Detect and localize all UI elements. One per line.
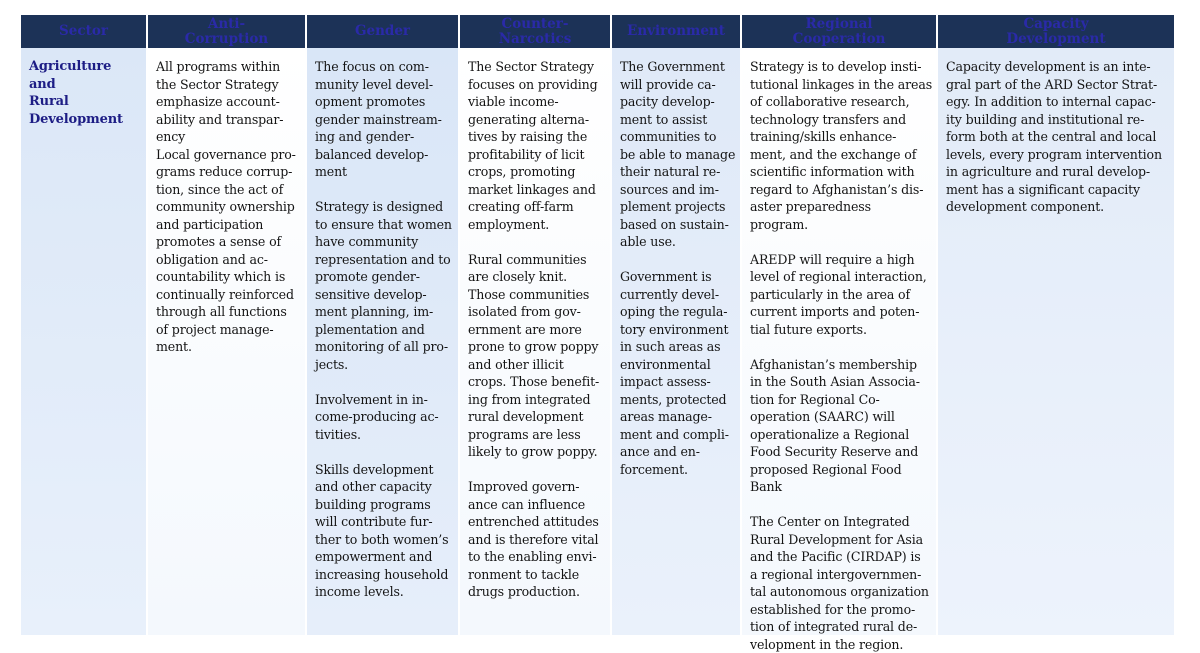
- text-line: aster preparedness program.: [750, 198, 932, 233]
- text-line: velopment in the region.: [750, 636, 932, 653]
- text-line: representation and to: [315, 251, 454, 269]
- text-line: tives by raising the: [468, 128, 606, 146]
- text-line: environmental: [620, 356, 736, 374]
- paragraph: [946, 58, 1170, 216]
- text-line: isolated from gov-: [468, 303, 606, 321]
- text-line: communities to: [620, 128, 736, 146]
- text-line: in the South Asian Associa-: [750, 373, 932, 391]
- cell-gender: [307, 48, 460, 635]
- text-line: Afghanistan’s membership: [750, 356, 932, 374]
- header-environment-text: Environment: [627, 24, 725, 39]
- text-line: their natural re-: [620, 163, 736, 181]
- text-line: of collaborative research,: [750, 93, 932, 111]
- text-line: will provide ca-: [620, 76, 736, 94]
- text-line: Bank: [750, 478, 932, 496]
- text-line: The Government: [620, 58, 736, 76]
- text-line: a regional intergovernmen-: [750, 566, 932, 584]
- paragraph: [750, 513, 932, 653]
- text-line: ment, and the exchange of: [750, 146, 932, 164]
- sector-strategy-table: [21, 15, 1174, 635]
- text-line: be able to manage: [620, 146, 736, 164]
- text-line: ment.: [156, 338, 301, 356]
- text-line: to ensure that women: [315, 216, 454, 234]
- text-line: likely to grow poppy.: [468, 443, 606, 461]
- text-line: sources and im-: [620, 181, 736, 199]
- text-line: level of regional interaction,: [750, 268, 932, 286]
- text-line: plement projects: [620, 198, 736, 216]
- text-line: ency: [156, 128, 301, 146]
- text-line: Improved govern-: [468, 478, 606, 496]
- text-line: and is therefore vital: [468, 531, 606, 549]
- text-line: community ownership: [156, 198, 301, 216]
- header-regional-cooperation: [742, 15, 938, 48]
- paragraph: [156, 58, 301, 356]
- text-line: come-producing ac-: [315, 408, 454, 426]
- text-line: Rural Development for Asia: [750, 531, 932, 549]
- text-line: Strategy is to develop insti-: [750, 58, 932, 76]
- text-line: jects.: [315, 356, 454, 374]
- header-lines: [499, 17, 572, 47]
- paragraph: [750, 251, 932, 339]
- text-line: of project manage-: [156, 321, 301, 339]
- text-line: tion, since the act of: [156, 181, 301, 199]
- text-line: levels, every program intervention: [946, 146, 1170, 164]
- text-line: focuses on providing: [468, 76, 606, 94]
- text-line: ance can influence: [468, 496, 606, 514]
- text-line: Those communities: [468, 286, 606, 304]
- text-line: The focus on com-: [315, 58, 454, 76]
- text-line: ing and gender-: [315, 128, 454, 146]
- text-line: The Center on Integrated: [750, 513, 932, 531]
- environment-text: [620, 58, 736, 478]
- text-line: entrenched attitudes: [468, 513, 606, 531]
- text-line: Corruption: [185, 32, 268, 47]
- text-line: will contribute fur-: [315, 513, 454, 531]
- regional-cooperation-text: [750, 58, 932, 653]
- text-line: empowerment and: [315, 548, 454, 566]
- text-line: ment: [315, 163, 454, 181]
- text-line: technology transfers and: [750, 111, 932, 129]
- text-line: ment to assist: [620, 111, 736, 129]
- text-line: through all functions: [156, 303, 301, 321]
- header-sector-text: Sector: [59, 24, 108, 39]
- text-line: Skills development: [315, 461, 454, 479]
- text-line: areas manage-: [620, 408, 736, 426]
- text-line: ment planning, im-: [315, 303, 454, 321]
- header-capacity-development: [938, 15, 1174, 48]
- text-line: ments, protected: [620, 391, 736, 409]
- text-line: to the enabling envi-: [468, 548, 606, 566]
- text-line: Development: [1006, 32, 1105, 47]
- text-line: emphasize account-: [156, 93, 301, 111]
- text-line: tal autonomous organization: [750, 583, 932, 601]
- text-line: tivities.: [315, 426, 454, 444]
- text-line: regard to Afghanistan’s dis-: [750, 181, 932, 199]
- cell-regional-cooperation: [742, 48, 938, 635]
- text-line: and the Pacific (CIRDAP) is: [750, 548, 932, 566]
- text-line: ability and transpar-: [156, 111, 301, 129]
- text-line: creating off-farm: [468, 198, 606, 216]
- text-line: Involvement in in-: [315, 391, 454, 409]
- paragraph: [620, 58, 736, 251]
- text-line: continually reinforced: [156, 286, 301, 304]
- cell-sector: [21, 48, 148, 635]
- cell-anti-corruption: [148, 48, 307, 635]
- text-line: and other capacity: [315, 478, 454, 496]
- text-line: impact assess-: [620, 373, 736, 391]
- paragraph: [468, 251, 606, 461]
- header-gender: [307, 15, 460, 48]
- header-gender-text: Gender: [355, 24, 410, 39]
- header-lines: [1006, 17, 1105, 47]
- text-line: training/skills enhance-: [750, 128, 932, 146]
- text-line: oping the regula-: [620, 303, 736, 321]
- paragraph: [750, 58, 932, 233]
- text-line: the Sector Strategy: [156, 76, 301, 94]
- text-line: drugs production.: [468, 583, 606, 601]
- text-line: currently devel-: [620, 286, 736, 304]
- text-line: Agriculture and: [29, 58, 142, 93]
- text-line: tial future exports.: [750, 321, 932, 339]
- text-line: ernment are more: [468, 321, 606, 339]
- text-line: operation (SAARC) will: [750, 408, 932, 426]
- text-line: are closely knit.: [468, 268, 606, 286]
- text-line: Regional: [793, 17, 886, 32]
- capacity-development-text: [946, 58, 1170, 216]
- text-line: promote gender-: [315, 268, 454, 286]
- text-line: Strategy is designed: [315, 198, 454, 216]
- text-line: grams reduce corrup-: [156, 163, 301, 181]
- text-line: in agriculture and rural develop-: [946, 163, 1170, 181]
- text-line: scientific information with: [750, 163, 932, 181]
- text-line: building programs: [315, 496, 454, 514]
- paragraph: [468, 58, 606, 233]
- text-line: programs are less: [468, 426, 606, 444]
- paragraph: [468, 478, 606, 601]
- text-line: Rural: [29, 93, 142, 111]
- gender-text: [315, 58, 454, 601]
- header-counter-narcotics: [460, 15, 612, 48]
- header-anti-corruption: [148, 15, 307, 48]
- header-sector: [21, 15, 148, 48]
- text-line: tutional linkages in the areas: [750, 76, 932, 94]
- text-line: crops. Those benefit-: [468, 373, 606, 391]
- text-line: Narcotics: [499, 32, 572, 47]
- text-line: All programs within: [156, 58, 301, 76]
- text-line: ing from integrated: [468, 391, 606, 409]
- text-line: munity level devel-: [315, 76, 454, 94]
- text-line: plementation and: [315, 321, 454, 339]
- text-line: Capacity development is an inte-: [946, 58, 1170, 76]
- text-line: tion of integrated rural de-: [750, 618, 932, 636]
- paragraph: [315, 58, 454, 181]
- text-line: The Sector Strategy: [468, 58, 606, 76]
- text-line: market linkages and: [468, 181, 606, 199]
- text-line: Food Security Reserve and: [750, 443, 932, 461]
- text-line: rural development: [468, 408, 606, 426]
- counter-narcotics-text: [468, 58, 606, 601]
- text-line: form both at the central and local: [946, 128, 1170, 146]
- text-line: sensitive develop-: [315, 286, 454, 304]
- text-line: promotes a sense of: [156, 233, 301, 251]
- text-line: Counter-: [499, 17, 572, 32]
- text-line: ronment to tackle: [468, 566, 606, 584]
- text-line: AREDP will require a high: [750, 251, 932, 269]
- text-line: gender mainstream-: [315, 111, 454, 129]
- text-line: particularly in the area of: [750, 286, 932, 304]
- text-line: tion for Regional Co-: [750, 391, 932, 409]
- text-line: egy. In addition to internal capac-: [946, 93, 1170, 111]
- paragraph: [750, 356, 932, 496]
- text-line: Local governance pro-: [156, 146, 301, 164]
- text-line: generating alterna-: [468, 111, 606, 129]
- text-line: ity building and institutional re-: [946, 111, 1170, 129]
- header-lines: [185, 17, 268, 47]
- anti-corruption-text: [156, 58, 301, 356]
- header-environment: [612, 15, 742, 48]
- text-line: based on sustain-: [620, 216, 736, 234]
- text-line: opment promotes: [315, 93, 454, 111]
- cell-capacity-development: [938, 48, 1174, 635]
- text-line: ance and en-: [620, 443, 736, 461]
- text-line: Anti-: [185, 17, 268, 32]
- paragraph: [315, 391, 454, 444]
- text-line: obligation and ac-: [156, 251, 301, 269]
- cell-environment: [612, 48, 742, 635]
- text-line: Government is: [620, 268, 736, 286]
- text-line: Rural communities: [468, 251, 606, 269]
- text-line: proposed Regional Food: [750, 461, 932, 479]
- sector-name: [29, 58, 142, 128]
- text-line: prone to grow poppy: [468, 338, 606, 356]
- text-line: in such areas as: [620, 338, 736, 356]
- text-line: development component.: [946, 198, 1170, 216]
- cell-counter-narcotics: [460, 48, 612, 635]
- text-line: have community: [315, 233, 454, 251]
- header-lines: [793, 17, 886, 47]
- text-line: Development: [29, 111, 142, 129]
- paragraph: [315, 461, 454, 601]
- text-line: forcement.: [620, 461, 736, 479]
- text-line: profitability of licit: [468, 146, 606, 164]
- text-line: balanced develop-: [315, 146, 454, 164]
- text-line: established for the promo-: [750, 601, 932, 619]
- text-line: increasing household: [315, 566, 454, 584]
- text-line: gral part of the ARD Sector Strat-: [946, 76, 1170, 94]
- paragraph: [620, 268, 736, 478]
- text-line: and participation: [156, 216, 301, 234]
- text-line: Cooperation: [793, 32, 886, 47]
- text-line: viable income-: [468, 93, 606, 111]
- text-line: countability which is: [156, 268, 301, 286]
- text-line: tory environment: [620, 321, 736, 339]
- text-line: Capacity: [1006, 17, 1105, 32]
- text-line: pacity develop-: [620, 93, 736, 111]
- text-line: current imports and poten-: [750, 303, 932, 321]
- text-line: and other illicit: [468, 356, 606, 374]
- text-line: ther to both women’s: [315, 531, 454, 549]
- text-line: ment and compli-: [620, 426, 736, 444]
- text-line: crops, promoting: [468, 163, 606, 181]
- paragraph: [315, 198, 454, 373]
- text-line: monitoring of all pro-: [315, 338, 454, 356]
- text-line: able use.: [620, 233, 736, 251]
- text-line: ment has a significant capacity: [946, 181, 1170, 199]
- text-line: operationalize a Regional: [750, 426, 932, 444]
- text-line: employment.: [468, 216, 606, 234]
- text-line: income levels.: [315, 583, 454, 601]
